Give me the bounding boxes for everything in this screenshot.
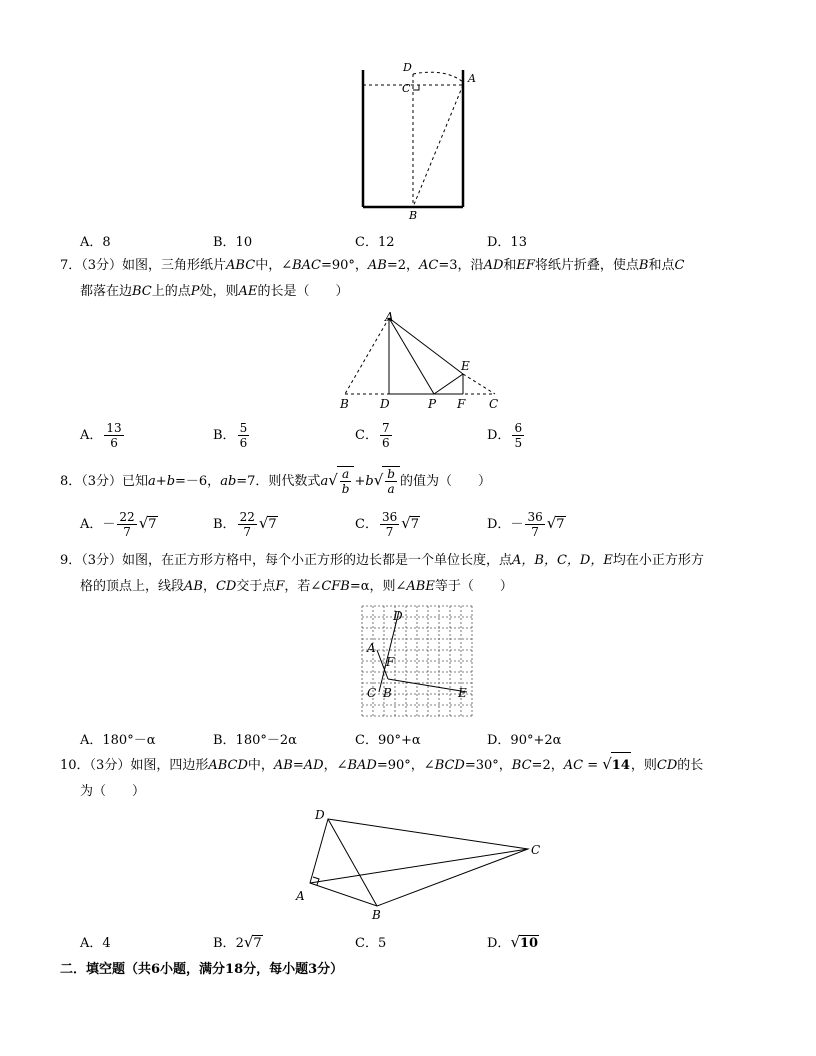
q10-option-a: A．4 xyxy=(80,936,111,951)
label-D: D xyxy=(380,397,390,411)
label-B: B xyxy=(372,908,381,922)
label-E: E xyxy=(458,686,467,700)
label-C: C xyxy=(367,686,377,700)
q7-option-a: A． $\frac{13}{6}$ xyxy=(80,421,122,450)
figure-q6 xyxy=(340,60,490,225)
label-B: B xyxy=(409,209,418,222)
q6-option-c: C．12 xyxy=(355,235,395,250)
figure-q7 xyxy=(335,308,510,413)
q9-option-c: C．90°+α xyxy=(355,733,421,748)
label-E: E xyxy=(461,359,470,373)
q8-option-b: B． $\frac{22}{7}$ √7 xyxy=(213,510,277,539)
q7-option-d: D． $\frac{6}{5}$ xyxy=(487,421,523,450)
q8-option-d: D．－ $\frac{36}{7}$ √7 xyxy=(487,510,565,539)
q9-option-a: A．180°－α xyxy=(80,733,156,748)
label-A: A xyxy=(367,641,376,655)
q6-option-d: D．13 xyxy=(487,235,527,250)
figure-q10 xyxy=(290,803,550,925)
q8-option-a: A．－ $\frac{22}{7}$ √7 xyxy=(80,510,157,539)
label-D: D xyxy=(393,609,403,623)
section-2-heading: 二．填空题（共6小题，满分18分，每小题3分） xyxy=(60,962,344,977)
q10-option-b: B．2√7 xyxy=(213,933,262,951)
q9-option-b: B．180°－2α xyxy=(213,733,297,748)
label-D: D xyxy=(315,808,325,822)
label-C: C xyxy=(489,397,499,411)
label-B: B xyxy=(383,686,392,700)
figure-q9-grid xyxy=(355,604,480,720)
label-D: D xyxy=(403,61,412,74)
label-C: C xyxy=(531,843,541,857)
q8-option-c: C． $\frac{36}{7}$ √7 xyxy=(355,510,420,539)
question-8-stem: 8．（3分）已知a+b=－6，ab=7．则代数式a√ $\frac{a}{b}$ +b√ $\frac{b}{a}$ 的值为（ ） xyxy=(60,467,491,496)
question-9-stem: 9．（3分）如图，在正方形方格中，每个小正方形的边长都是一个单位长度，点A，B，C，D，E均在小正方形方 格的顶点上，线段AB，CD交于点F，若∠CFB=α，则∠ABE等于（ ） xyxy=(60,553,704,594)
label-B: B xyxy=(340,397,349,411)
q6-option-b: B．10 xyxy=(213,235,253,250)
q10-option-d: D．√10 xyxy=(487,933,539,951)
label-C: C xyxy=(402,82,411,95)
label-F: F xyxy=(386,655,395,669)
q10-option-c: C．5 xyxy=(355,936,387,951)
q6-option-a: A．8 xyxy=(80,235,111,250)
label-P: P xyxy=(428,397,437,411)
label-F: F xyxy=(457,397,466,411)
q7-option-b: B． $\frac{5}{6}$ xyxy=(213,421,248,450)
label-A: A xyxy=(385,310,394,324)
question-10-stem: 10．（3分）如图，四边形ABCD中，AB=AD，∠BAD=90°，∠BCD=30°，BC=2，AC = √14，则CD的长 为（ ） xyxy=(60,751,760,805)
question-7-stem: 7．（3分）如图，三角形纸片ABC中，∠BAC=90°，AB=2，AC=3，沿AD和EF将纸片折叠，使点B和点C 都落在边BC上的点P处，则AE的长是（ ） xyxy=(60,258,685,299)
q9-option-d: D．90°+2α xyxy=(487,733,562,748)
label-A: A xyxy=(296,889,305,903)
q7-option-c: C． $\frac{7}{6}$ xyxy=(355,421,390,450)
label-A: A xyxy=(468,72,476,85)
